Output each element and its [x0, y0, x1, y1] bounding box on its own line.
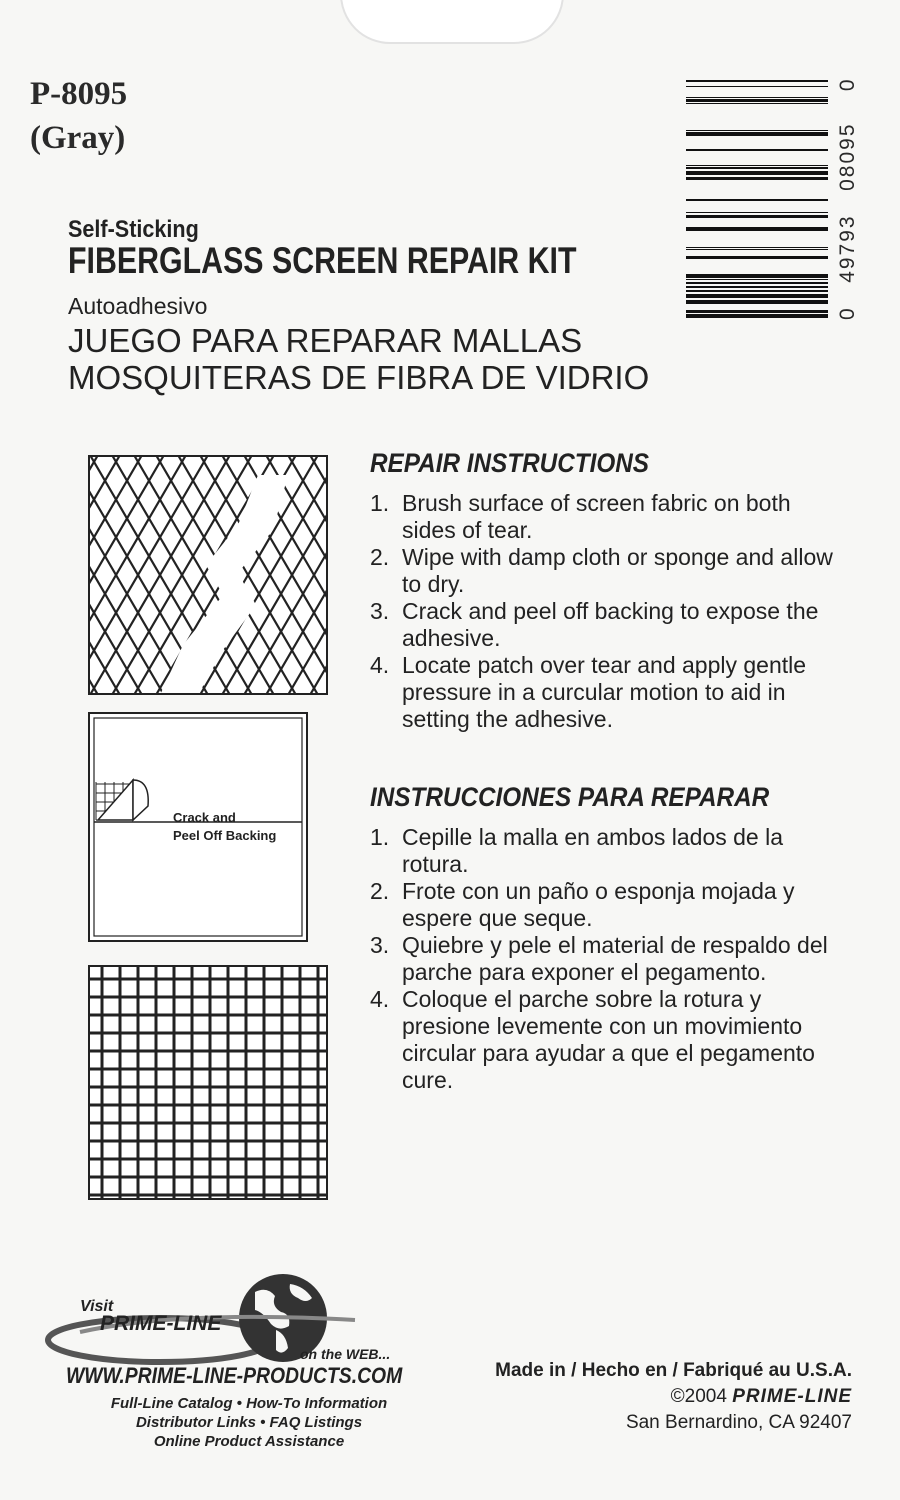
- product-color: (Gray): [30, 120, 126, 156]
- step-text: Frote con un paño o esponja mojada y espere que seque.: [402, 878, 795, 931]
- online-services: [84, 1394, 414, 1451]
- list-item: [370, 824, 850, 878]
- instrucciones-heading: INSTRUCCIONES PARA REPARAR: [370, 782, 770, 812]
- list-item: [370, 490, 850, 544]
- title-es-line1: JUEGO PARA REPARAR MALLAS: [68, 322, 583, 359]
- step-number: 2.: [370, 878, 390, 904]
- step-number: 4.: [370, 652, 390, 678]
- list-item: [370, 986, 850, 1094]
- hang-hole: [340, 0, 564, 44]
- step-text: Coloque el parche sobre la rotura y presione levemente con un movimiento circular para ayudar a que el pegamento cure.: [402, 986, 815, 1093]
- step-number: 3.: [370, 598, 390, 624]
- product-code-block: [30, 72, 127, 160]
- list-item: [370, 932, 850, 986]
- torn-screen-illustration: [88, 455, 328, 695]
- copyright-year: ©2004: [670, 1386, 727, 1407]
- step-text: Brush surface of screen fabric on both sides of tear.: [402, 490, 791, 543]
- product-code: P-8095: [30, 76, 128, 112]
- peel-label-line1: Crack and: [173, 810, 236, 825]
- list-item: [370, 878, 850, 932]
- list-item: [370, 652, 850, 733]
- website-url[interactable]: WWW.PRIME-LINE-PRODUCTS.COM: [66, 1363, 403, 1388]
- step-number: 4.: [370, 986, 390, 1012]
- title-es-small: Autoadhesivo: [68, 293, 208, 319]
- barcode-group2: 08095: [836, 122, 859, 191]
- copyright-brand: PRIME-LINE: [732, 1386, 852, 1407]
- barcode-lead: 0: [836, 306, 859, 320]
- list-item: [370, 544, 850, 598]
- step-number: 3.: [370, 932, 390, 958]
- barcode-numbers: [836, 77, 860, 320]
- copyright-line: [450, 1384, 852, 1410]
- address: San Bernardino, CA 92407: [625, 1412, 852, 1433]
- step-text: Locate patch over tear and apply gentle pressure in a curcular motion to aid in setting the adhesive.: [402, 652, 807, 732]
- services-line2: Distributor Links • FAQ Listings: [135, 1414, 363, 1431]
- step-number: 1.: [370, 824, 390, 850]
- step-text: Wipe with damp cloth or sponge and allow to dry.: [402, 544, 833, 597]
- step-text: Quiebre y pele el material de respaldo del parche para exponer el pegamento.: [402, 932, 828, 985]
- barcode: [686, 80, 828, 320]
- step-text: Cepille la malla en ambos lados de la rotura.: [402, 824, 783, 877]
- peel-label-line2: Peel Off Backing: [173, 828, 277, 843]
- services-line3: Online Product Assistance: [153, 1433, 345, 1450]
- made-in: Made in / Hecho en / Fabriqué au U.S.A.: [495, 1360, 852, 1381]
- title-main: FIBERGLASS SCREEN REPAIR KIT: [68, 240, 577, 281]
- repair-instructions-heading: REPAIR INSTRUCTIONS: [370, 448, 650, 478]
- visit-label: Visit: [80, 1298, 114, 1315]
- step-text: Crack and peel off backing to expose the adhesive.: [402, 598, 819, 651]
- step-number: 2.: [370, 544, 390, 570]
- title-es: [68, 322, 649, 396]
- repaired-screen-illustration: [88, 965, 328, 1200]
- instrucciones-list: [370, 824, 850, 1094]
- step-number: 1.: [370, 490, 390, 516]
- services-line1: Full-Line Catalog • How-To Information: [110, 1395, 388, 1412]
- list-item: [370, 598, 850, 652]
- barcode-check: 0: [836, 77, 859, 92]
- title-small: Self-Sticking: [68, 216, 199, 243]
- title-es-line2: MOSQUITERAS DE FIBRA DE VIDRIO: [68, 359, 650, 396]
- manufacturer-info: [450, 1358, 852, 1436]
- peel-label: [173, 809, 276, 845]
- on-the-web-label: on the WEB...: [300, 1346, 391, 1362]
- repair-instructions-list: [370, 490, 850, 733]
- brand-logo-text: PRIME-LINE: [100, 1312, 222, 1335]
- barcode-group1: 49793: [836, 214, 859, 283]
